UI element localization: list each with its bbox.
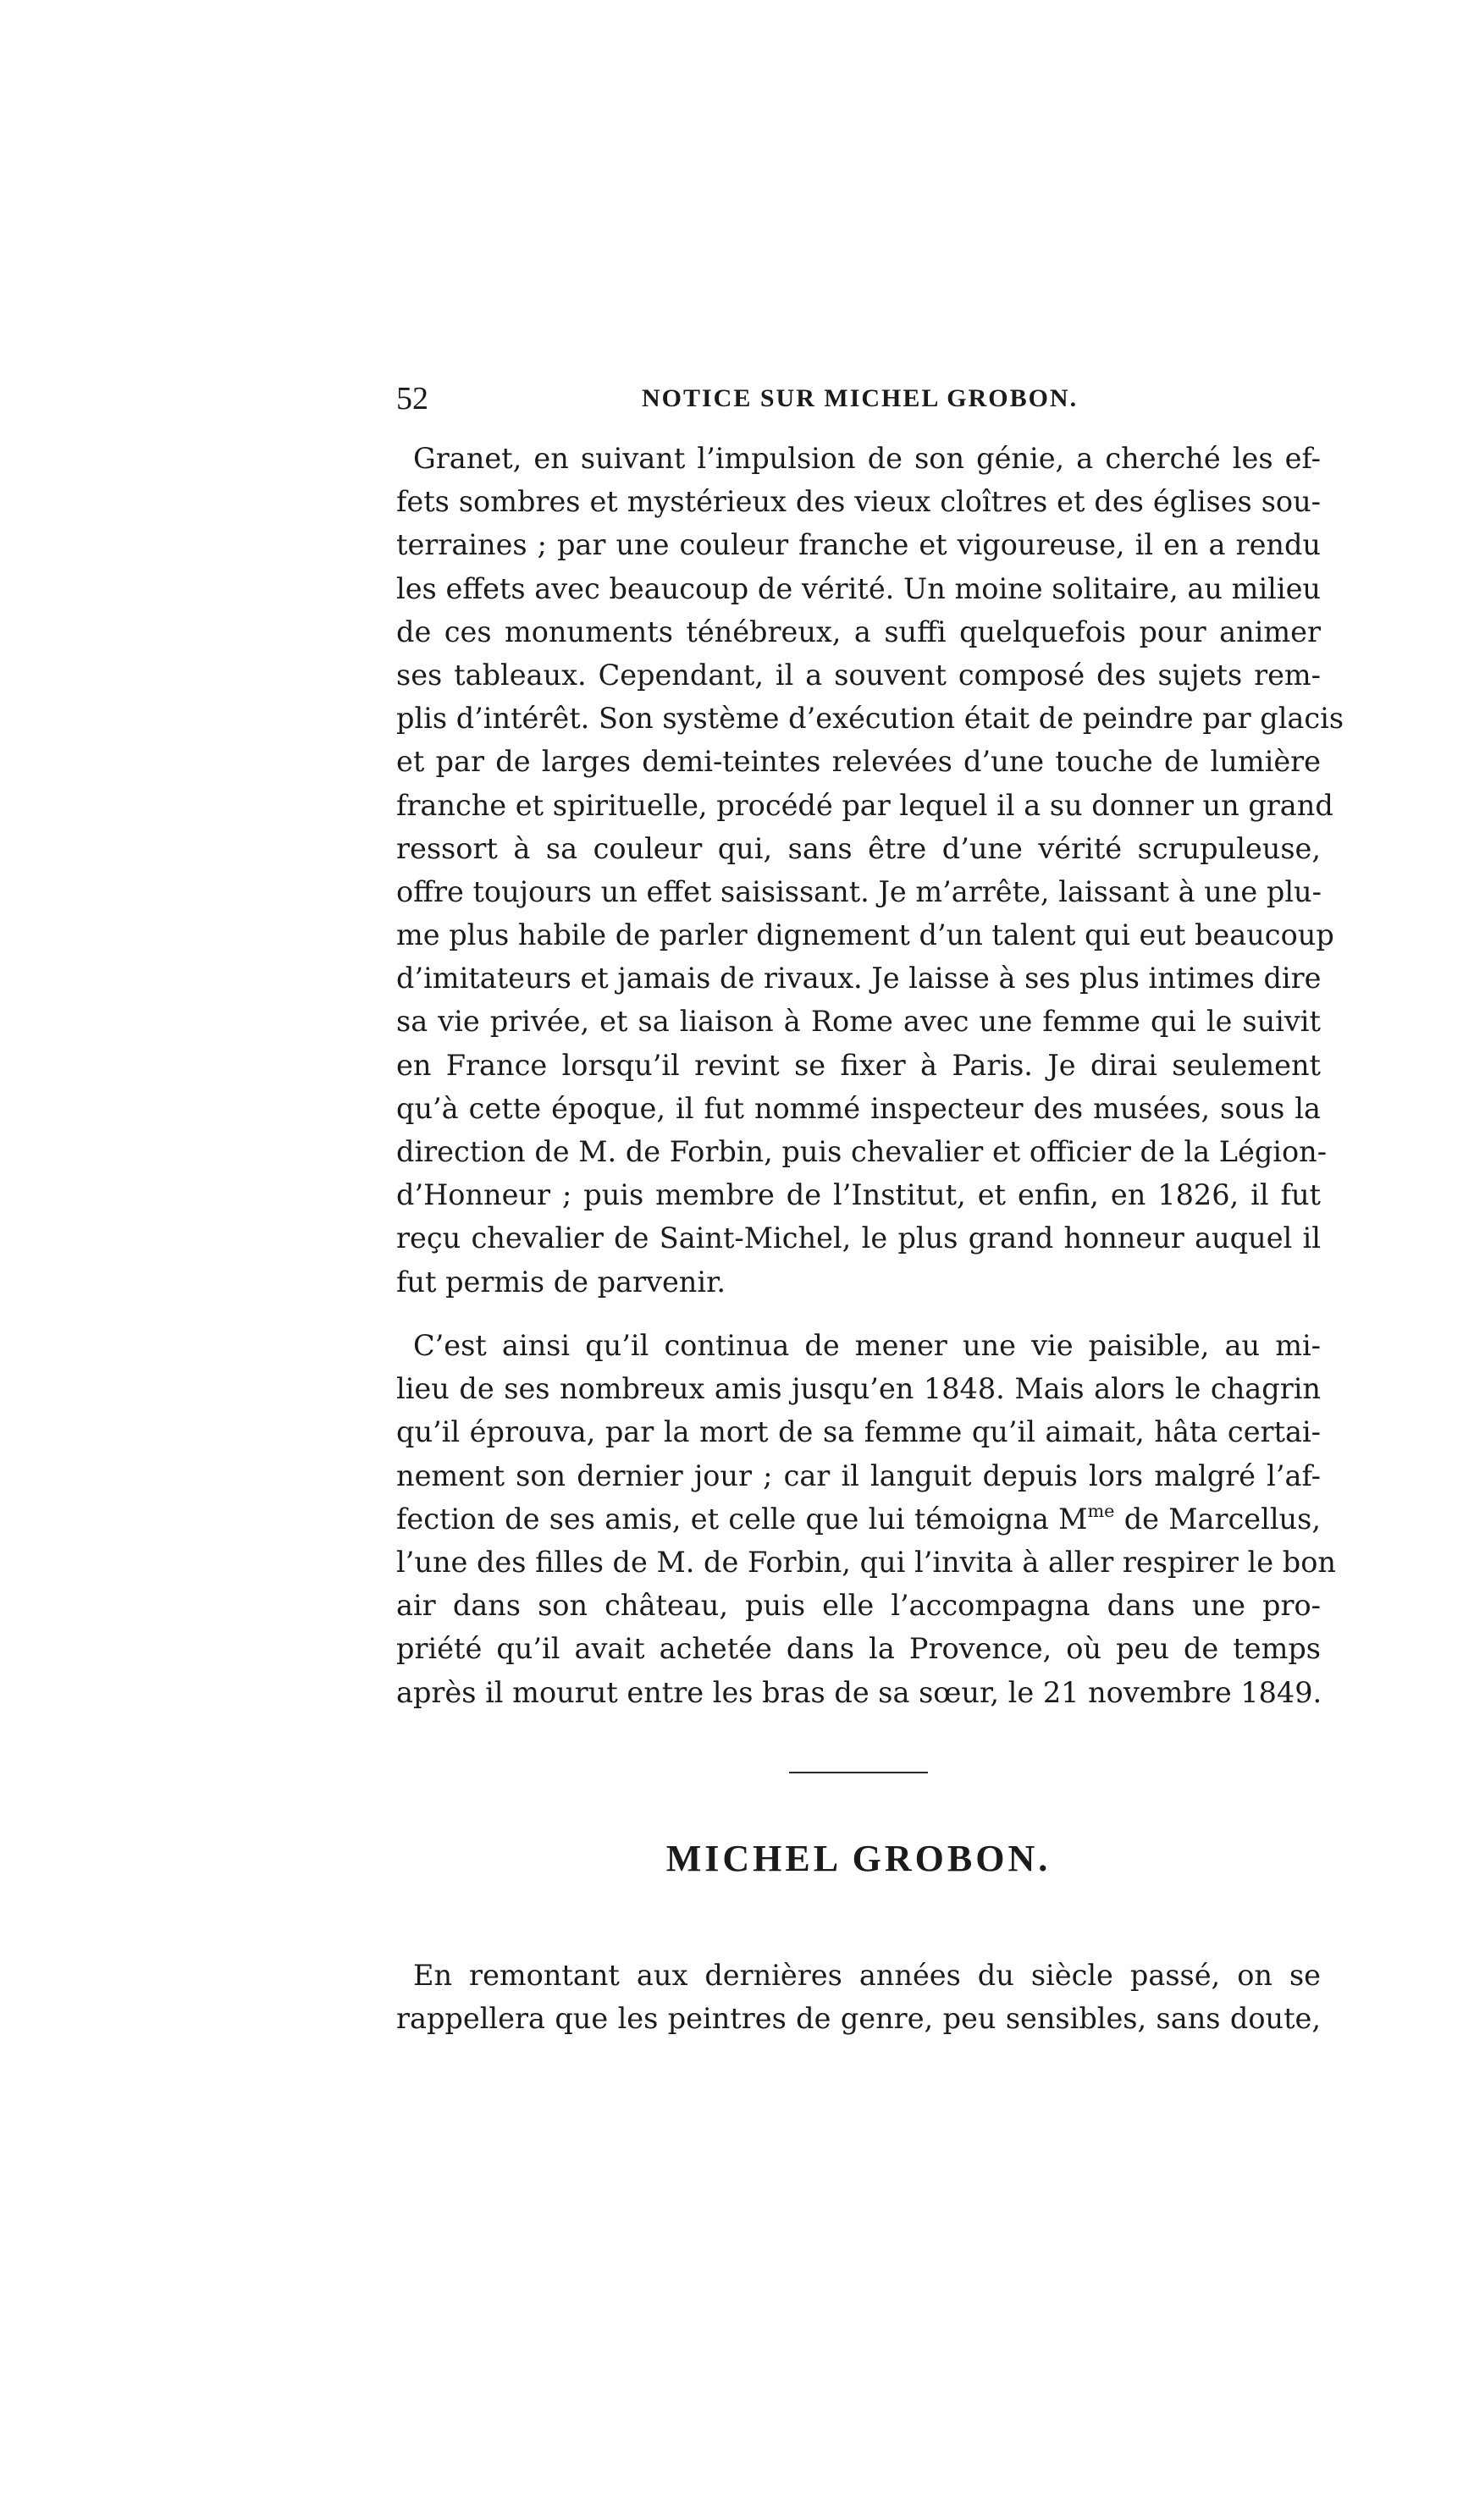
section-title: MICHEL GROBON.: [665, 1838, 1052, 1879]
text-line: et par de larges demi-teintes relevées d’une touche de lumière: [396, 745, 1321, 779]
text-line: terraines ; par une couleur franche et vigoureuse, il en a rendu: [396, 528, 1321, 562]
text-line: direction de M. de Forbin, puis chevalier et officier de la Légion-: [396, 1135, 1328, 1168]
paragraph-granet: [396, 437, 1344, 1304]
text-line: en France lorsqu’il revint se fixer à Paris. Je dirai seulement: [396, 1048, 1321, 1082]
text-line: Granet, en suivant l’impulsion de son génie, a cherché les ef-: [413, 442, 1321, 475]
text-line: fets sombres et mystérieux des vieux cloîtres et des églises sou-: [396, 485, 1321, 519]
paragraph-michel-grobon: [396, 1954, 1321, 2040]
paragraph-continuation: [396, 1324, 1336, 1714]
text-line: de ces monuments ténébreux, a suffi quelquefois pour animer: [396, 615, 1321, 648]
text-line: plis d’intérêt. Son système d’exécution était de peindre par glacis: [396, 702, 1344, 736]
text-line: reçu chevalier de Saint-Michel, le plus grand honneur auquel il: [396, 1221, 1321, 1255]
text-line: nement son dernier jour ; car il languit depuis lors malgré l’af-: [396, 1459, 1321, 1492]
text-fragment: de Marcellus,: [1114, 1502, 1321, 1536]
text-line-with-superscript: [396, 1497, 1321, 1541]
text-line: offre toujours un effet saisissant. Je m’arrête, laissant à une plu-: [396, 874, 1322, 908]
text-line: sa vie privée, et sa liaison à Rome avec une femme qui le suivit: [396, 1005, 1321, 1039]
text-line: d’imitateurs et jamais de rivaux. Je laisse à ses plus intimes dire: [396, 962, 1322, 995]
page-header: [396, 378, 1321, 420]
text-line: C’est ainsi qu’il continua de mener une vie paisible, au mi-: [413, 1329, 1321, 1362]
text-line: ressort à sa couleur qui, sans être d’une vérité scrupuleuse,: [396, 831, 1321, 865]
text-line: fut permis de parvenir.: [396, 1265, 726, 1299]
text-line: après il mourut entre les bras de sa sœur, le 21 novembre 1849.: [396, 1675, 1322, 1709]
text-line: d’Honneur ; puis membre de l’Institut, et enfin, en 1826, il fut: [396, 1178, 1321, 1212]
section-divider: [789, 1772, 928, 1773]
text-line: me plus habile de parler dignement d’un talent qui eut beaucoup: [396, 918, 1334, 952]
text-line: les effets avec beaucoup de vérité. Un moine solitaire, au milieu: [396, 571, 1321, 605]
text-line: ses tableaux. Cependant, il a souvent composé des sujets rem-: [396, 658, 1321, 692]
text-fragment: fection de ses amis, et celle que lui témoigna M: [396, 1502, 1088, 1536]
text-line: lieu de ses nombreux amis jusqu’en 1848. Mais alors le chagrin: [396, 1372, 1321, 1406]
running-head: NOTICE SUR MICHEL GROBON.: [642, 384, 1079, 412]
text-line: qu’à cette époque, il fut nommé inspecteur des musées, sous la: [396, 1091, 1321, 1125]
text-line: En remontant aux dernières années du siècle passé, on se: [413, 1959, 1321, 1992]
text-line: franche et spirituelle, procédé par lequel il a su donner un grand: [396, 788, 1333, 822]
text-line: priété qu’il avait achetée dans la Provence, où peu de temps: [396, 1632, 1321, 1666]
text-line: l’une des filles de M. de Forbin, qui l’invita à aller respirer le bon: [396, 1545, 1336, 1579]
text-line: qu’il éprouva, par la mort de sa femme qu’il aimait, hâta certai-: [396, 1415, 1321, 1449]
text-line: air dans son château, puis elle l’accompagna dans une pro-: [396, 1589, 1321, 1623]
page-number: 52: [396, 381, 428, 416]
text-line: rappellera que les peintres de genre, peu sensibles, sans doute,: [396, 2002, 1321, 2036]
superscript-me: me: [1087, 1500, 1115, 1521]
